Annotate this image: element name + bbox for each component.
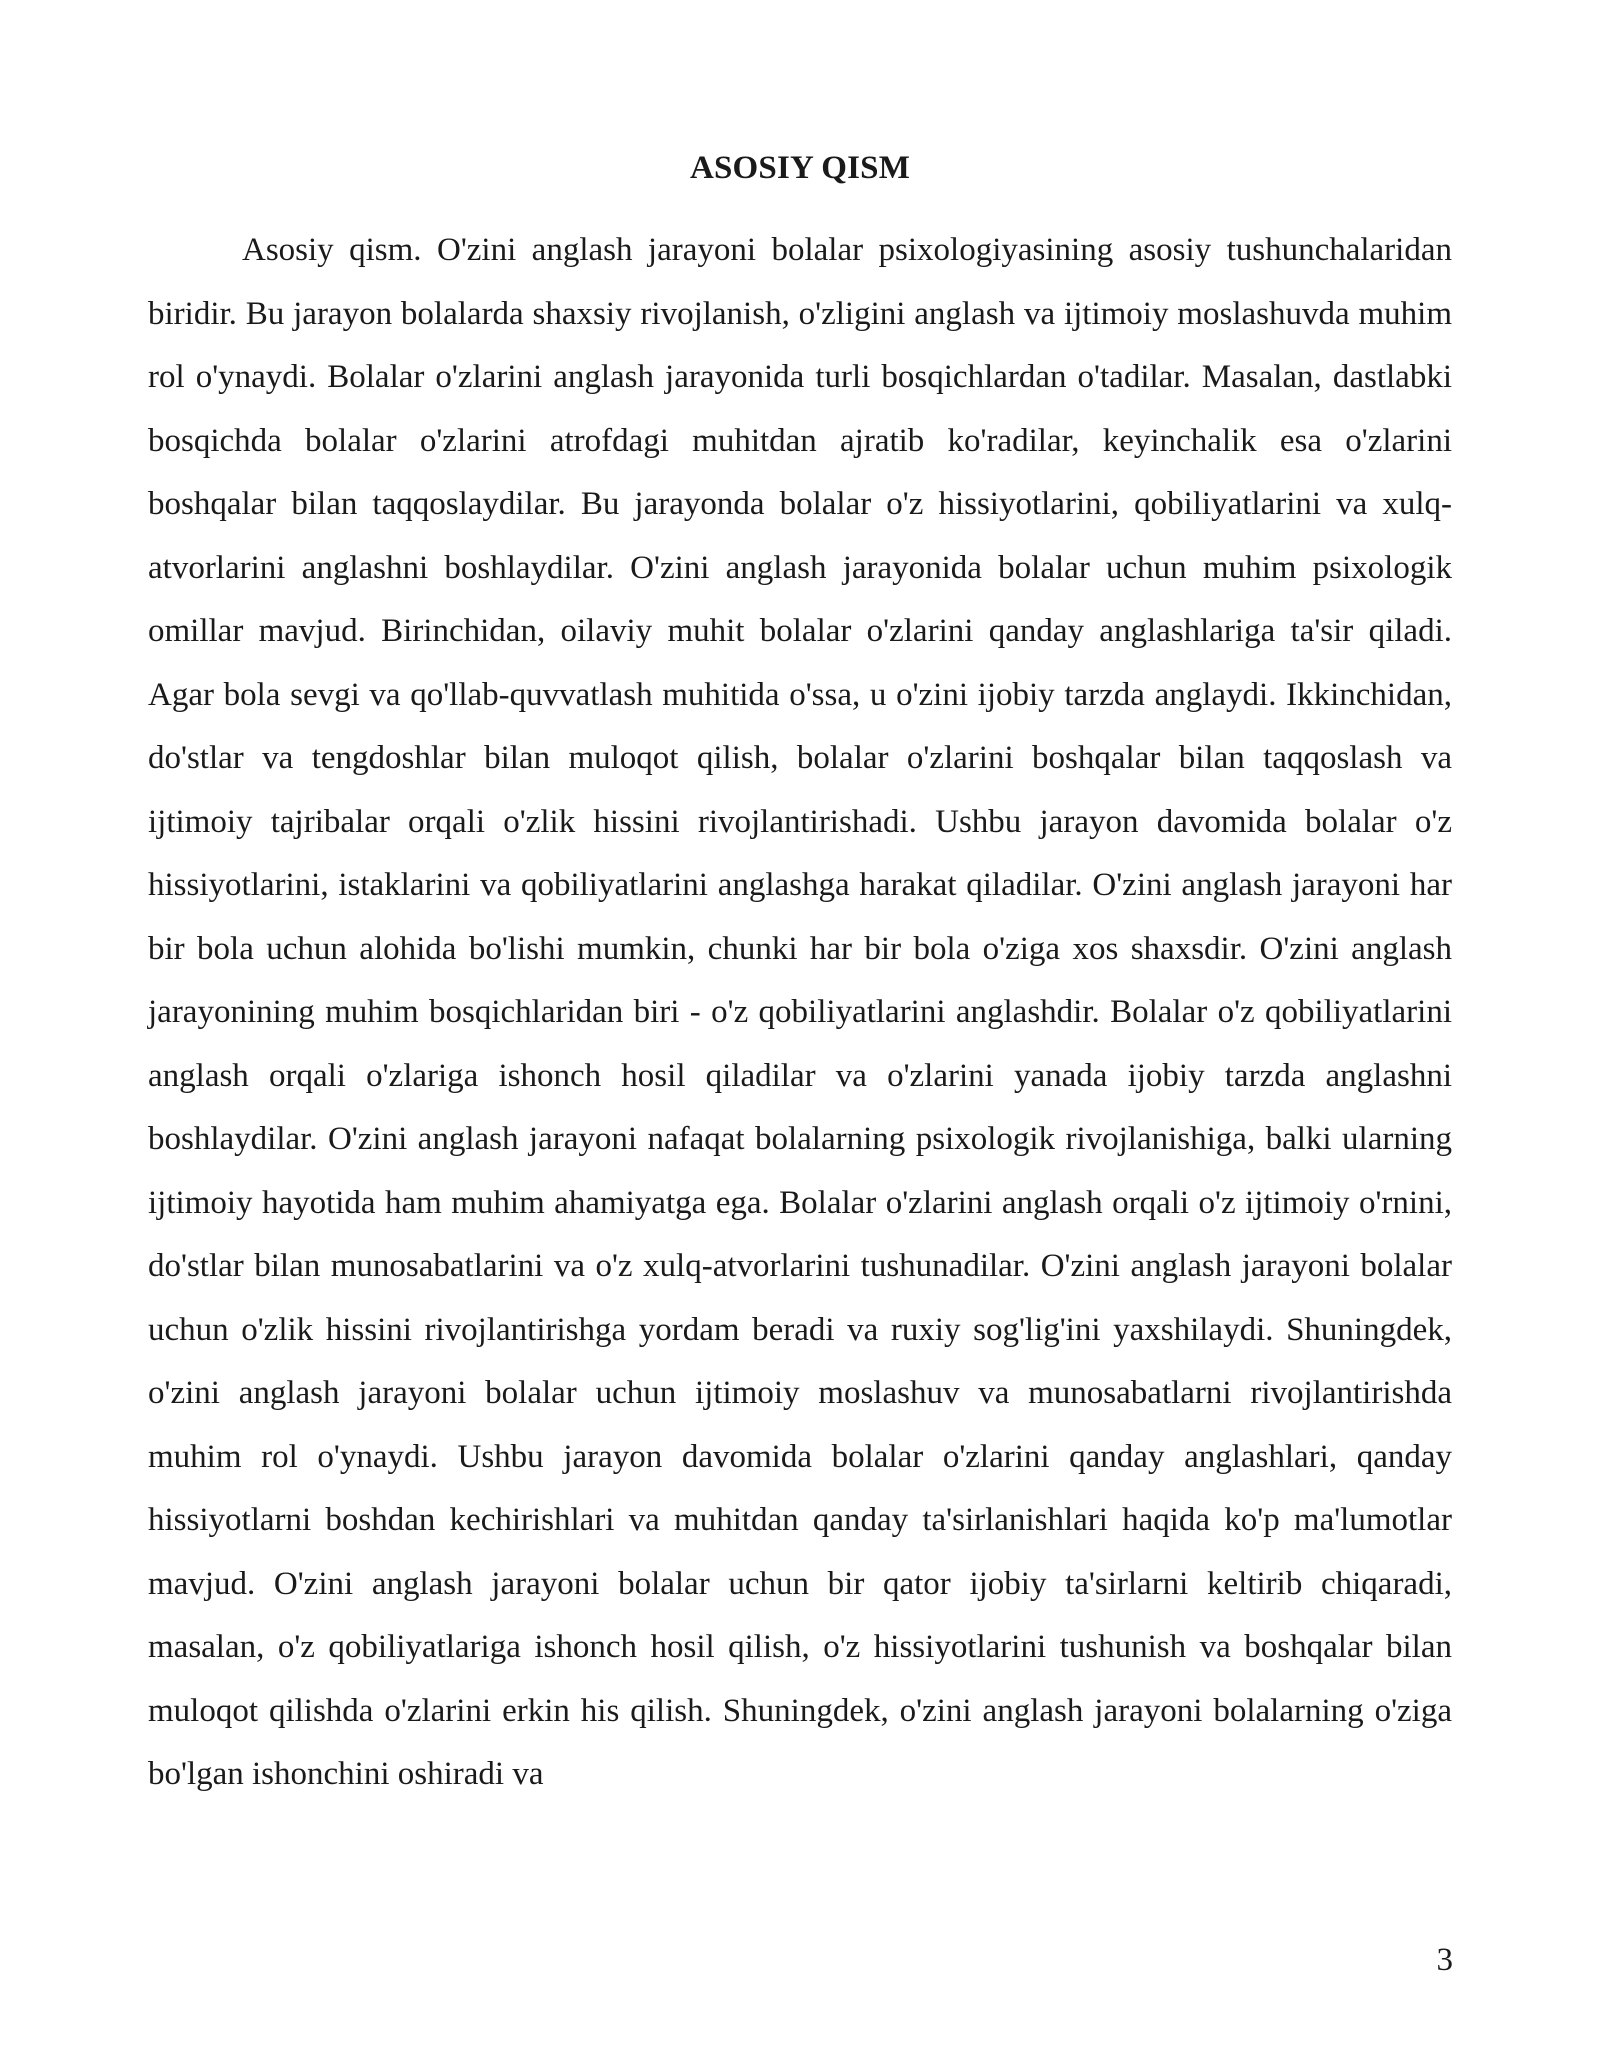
body-paragraph: Asosiy qism. O'zini anglash jarayoni bolalar psixologiyasining asosiy tushunchalaridan biridir. Bu jarayon bolalarda shaxsiy rivojlanish, o'zligini anglash va ijtimoiy moslashuvda muhim rol o'ynaydi. Bolalar o'zlarini anglash jarayonida turli bosqichlardan o'tadilar. Masalan, dastlabki bosqichda bolalar o'zlarini atrofdagi muhitdan ajratib ko'radilar, keyinchalik esa o'zlarini boshqalar bilan taqqoslaydilar. Bu jarayonda bolalar o'z hissiyotlarini, qobiliyatlarini va xulq-atvorlarini anglashni boshlaydilar. O'zini anglash jarayonida bolalar uchun muhim psixologik omillar mavjud. Birinchidan, oilaviy muhit bolalar o'zlarini qanday anglashlariga ta'sir qiladi. Agar bola sevgi va qo'llab-quvvatlash muhitida o'ssa, u o'zini ijobiy tarzda anglaydi. Ikkinchidan, do'stlar va tengdoshlar bilan muloqot qilish, bolalar o'zlarini boshqalar bilan taqqoslash va ijtimoiy tajribalar orqali o'zlik hissini rivojlantirishadi. Ushbu jarayon davomida bolalar o'z hissiyotlarini, istaklarini va qobiliyatlarini anglashga harakat qiladilar. O'zini anglash jarayoni har bir bola uchun alohida bo'lishi mumkin, chunki har bir bola o'ziga xos shaxsdir. O'zini anglash jarayonining muhim bosqichlaridan biri - o'z qobiliyatlarini anglashdir. Bolalar o'z qobiliyatlarini anglash orqali o'zlariga ishonch hosil qiladilar va o'zlarini yanada ijobiy tarzda anglashni boshlaydilar. O'zini anglash jarayoni nafaqat bolalarning psixologik rivojlanishiga, balki ularning ijtimoiy hayotida ham muhim ahamiyatga ega. Bolalar o'zlarini anglash orqali o'z ijtimoiy o'rnini, do'stlar bilan munosabatlarini va o'z xulq-atvorlarini tushunadilar. O'zini anglash jarayoni bolalar uchun o'zlik hissini rivojlantirishga yordam beradi va ruxiy sog'lig'ini yaxshilaydi. Shuningdek, o'zini anglash jarayoni bolalar uchun ijtimoiy moslashuv va munosabatlarni rivojlantirishda muhim rol o'ynaydi. Ushbu jarayon davomida bolalar o'zlarini qanday anglashlari, qanday hissiyotlarni boshdan kechirishlari va muhitdan qanday ta'sirlanishlari haqida ko'p ma'lumotlar mavjud. O'zini anglash jarayoni bolalar uchun bir qator ijobiy ta'sirlarni keltirib chiqaradi, masalan, o'z qobiliyatlariga ishonch hosil qilish, o'z hissiyotlarini tushunish va boshqalar bilan muloqot qilishda o'zlarini erkin his qilish. Shuningdek, o'zini anglash jarayoni bolalarning o'ziga bo'lgan ishonchini oshiradi va bbox=[148, 232, 1452, 1792]
page-number: 3 bbox=[1436, 1942, 1453, 1978]
section-title: ASOSIY QISM bbox=[689, 150, 911, 186]
